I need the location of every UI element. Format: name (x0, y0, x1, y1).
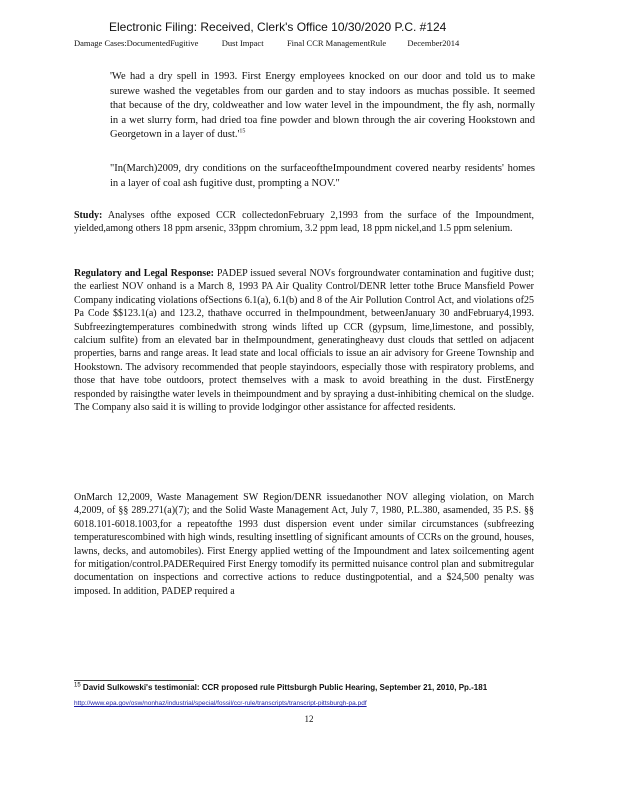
footnote (74, 683, 544, 693)
study-paragraph (74, 209, 534, 236)
study-text: Analyses ofthe exposed CCR collectedonFebruary 2,1993 from the surface of the Impoundment, yielded,among others 18 ppm arsenic, 33ppm chromium, 3.2 ppm lead, 18 ppm nickel,and 1.5 ppm selenium. (74, 210, 534, 235)
resident-quote-2009: "In(March)2009, dry conditions on the surfaceoftheImpoundment covered nearby residents' homes in a layer of coal ash fugitive dust, prompting a NOV." (110, 163, 535, 189)
running-header-rule: Final CCR ManagementRule (286, 38, 387, 48)
footnote-mark: 15 (74, 682, 81, 689)
regulatory-paragraph (74, 267, 534, 414)
regulatory-text: PADEP issued several NOVs forgroundwater contamination and fugitive dust; the earliest NOV onhand is a March 8, 1993 PA Air Quality Control/DENR letter tothe Bruce Mansfield Power Company indicating violations ofSections 6.1(a), 6.1(b) and 8 of the Air Pollution Control Act, and violations of25 Pa Code $$123.1(a) and 123.2, thathave occurred in theImpoundment, betweenJanuary 30 andFebruary4,1993. Subfreezingtemperatures combinedwith strong winds lifted up CCR (gypsum, lime,limestone, and possibly, calcium sulfite) from an elevated bar in theImpoundment, generatingheavy dust clouds that settled on adjacent properties, barns and range areas. It lead state and local officials to issue an air advisory for Greene Township and Hookstown. The advisory recommended that people stayindoors, especially those with respiratory problems, and those that have tobe outdoors, protect themselves with a mask to avoid breathing in the dust. FirstEnergy responded by raisingthe water levels in theimpoundment and by spraying a dust-inhibiting chemical on the sludge. The Company also said it is willing to provide lodgingor other assistance for affected residents. (74, 268, 534, 414)
study-heading: Study: (74, 210, 103, 221)
quote-1-text: 'We had a dry spell in 1993. First Energy employees knocked on our door and told us to make surewe washed the vegetables from our garden and to stay indoors as muchas possible. It seemed that because of the dry, coldweather and low water level in the impoundment, the fly ash, normally in a wet slurry form, had dried toa fine powder and blown through the air covering Hookstown and Georgetown in a layer of dust.' (110, 71, 535, 141)
resident-quote-1993 (110, 70, 535, 143)
footnote-divider (74, 680, 194, 681)
running-header (74, 38, 544, 48)
running-header-date: December2014 (407, 38, 460, 48)
footnote-ref: 15 (239, 128, 246, 135)
running-header-topic: Damage Cases:DocumentedFugitive (74, 38, 199, 48)
march-2009-paragraph: OnMarch 12,2009, Waste Management SW Region/DENR issuedanother NOV alleging violation, on March 4,2009, of §§ 289.271(a)(7); and the Solid Waste Management Act, July 7, 1980, P.L.380, asamended, 35 P.S. §§ 6018.101-6018.1003,for a repeatofthe 1993 dust dispersion event under similar circumstances (subfreezing temperaturescombined with high winds, resulting insettling of significant amounts of CCRs on the ground, houses, lawns, decks, and automobiles). First Energy applied wetting of the Impoundment and latex soilcementing agent for mitigation/control.PADERequired First Energy tomodify its permitted nuisance control plan and submitregular documentation on inspections and corrective actions to reduce dustingpotential, and a $24,500 penalty was imposed. In addition, PADEP required a (74, 492, 534, 597)
footnote-text: David Sulkowski's testimonial: CCR proposed rule Pittsburgh Public Hearing, September 21, 2010, Pp.-181 (82, 683, 488, 692)
running-header-impact: Dust Impact (221, 38, 264, 48)
page-number: 12 (304, 714, 314, 724)
footnote-url-link[interactable]: http://www.epa.gov/osw/nonhaz/industrial/special/fossil/ccr-rule/transcripts/transcript-pittsburgh-pa.pdf (74, 700, 367, 707)
filing-stamp: Electronic Filing: Received, Clerk's Office 10/30/2020 P.C. #124 (109, 20, 447, 34)
regulatory-heading: Regulatory and Legal Response: (74, 268, 214, 279)
